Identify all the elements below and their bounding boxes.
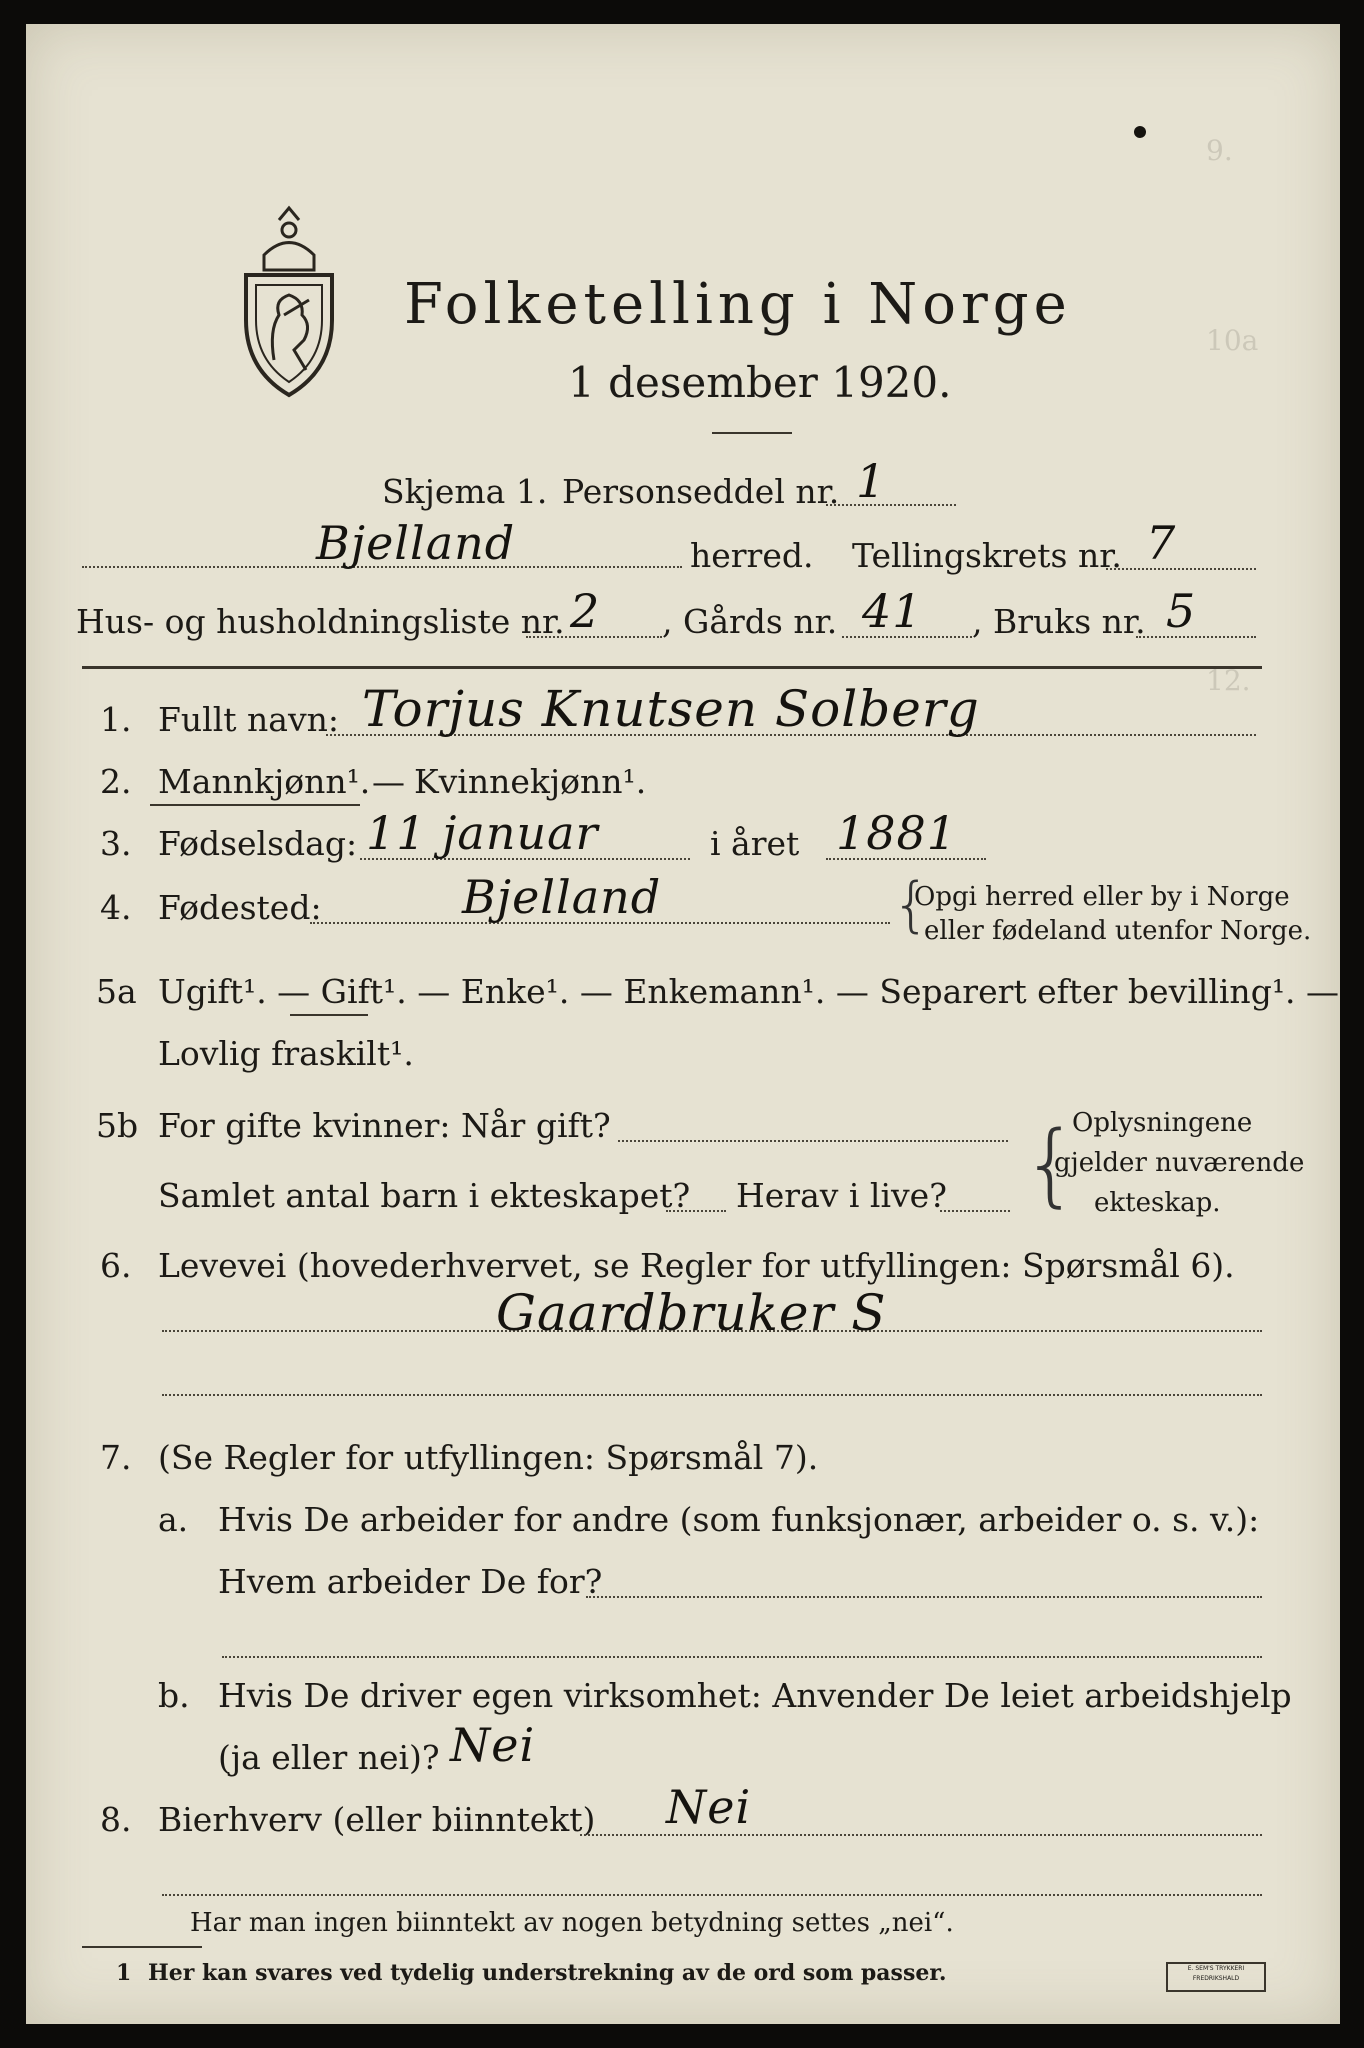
q4-number: 4.	[100, 888, 132, 927]
skjema-label: Skjema 1.	[382, 472, 548, 511]
q5b-line1: For gifte kvinner: Når gift?	[158, 1106, 611, 1145]
gards-value: 41	[862, 584, 923, 638]
q2-separator: —	[372, 762, 405, 801]
q2-female-option: Kvinnekjønn¹.	[414, 762, 647, 801]
herred-value: Bjelland	[316, 516, 516, 570]
q1-label: Fullt navn:	[158, 700, 339, 739]
q2-male-underline	[150, 804, 360, 806]
q7a-number: a.	[158, 1500, 189, 1539]
q3-number: 3.	[100, 824, 132, 863]
footnote-number: 1	[116, 1960, 132, 1986]
q5b-alive-field-line	[940, 1210, 1010, 1212]
printer-stamp: E. SEM'S TRYKKERI FREDRIKSHALD	[1166, 1962, 1266, 1992]
census-date: 1 desember 1920.	[568, 358, 952, 407]
q2-male-option: Mannkjønn¹.	[158, 762, 371, 801]
q3-year-label: i året	[710, 824, 800, 863]
bleed-through-text: 12.	[1206, 664, 1251, 697]
q7b-number: b.	[158, 1676, 190, 1715]
herred-label: herred.	[690, 536, 814, 575]
q5b-when-field-line	[618, 1140, 1008, 1142]
q5b-note-line3: ekteskap.	[1094, 1188, 1221, 1218]
q5b-alive-label: Herav i live?	[736, 1176, 947, 1215]
footer-note: Har man ingen biinntekt av nogen betydning settes „nei“.	[190, 1908, 954, 1938]
bleed-through-text: 9.	[1206, 134, 1233, 167]
q4-note-brace: {	[892, 870, 931, 940]
q8-field-line-2	[162, 1894, 1262, 1896]
q3-label: Fødselsdag:	[158, 824, 358, 863]
q5b-note-line2: gjelder nuværende	[1054, 1148, 1305, 1178]
bleed-through-text: 10a	[1206, 324, 1259, 357]
q6-value: Gaardbruker S	[496, 1284, 887, 1342]
footnote-divider	[82, 1946, 202, 1948]
q1-value: Torjus Knutsen Solberg	[362, 680, 980, 738]
q5b-note-line1: Oplysningene	[1072, 1108, 1253, 1138]
q5b-note-brace: {	[1022, 1112, 1080, 1217]
tellingskrets-value: 7	[1146, 516, 1177, 570]
q7b-value: Nei	[450, 1718, 536, 1772]
census-form-sheet	[26, 24, 1340, 2024]
ink-blot	[1134, 126, 1146, 138]
q4-note-line1: Opgi herred eller by i Norge	[914, 882, 1290, 912]
q5a-options: Ugift¹. — Gift¹. — Enke¹. — Enkemann¹. — Separert efter bevilling¹. —	[158, 972, 1340, 1011]
husliste-value: 2	[570, 584, 601, 638]
q6-label: Levevei (hovederhvervet, se Regler for utfyllingen: Spørsmål 6).	[158, 1246, 1235, 1285]
form-title: Folketelling i Norge	[404, 272, 1072, 337]
q7-label: (Se Regler for utfyllingen: Spørsmål 7).	[158, 1438, 819, 1477]
husliste-label: Hus- og husholdningsliste nr.	[76, 602, 565, 641]
q5a-gift-underline	[290, 1014, 368, 1016]
personseddel-label: Personseddel nr.	[562, 472, 840, 511]
q8-number: 8.	[100, 1800, 132, 1839]
q5b-children-field-line	[666, 1210, 726, 1212]
q7b-line2: (ja eller nei)?	[218, 1738, 440, 1777]
personseddel-field-line	[826, 504, 956, 506]
tellingskrets-label: Tellingskrets nr.	[852, 536, 1122, 575]
q8-value: Nei	[666, 1780, 752, 1834]
bruks-label: , Bruks nr.	[972, 602, 1146, 641]
q6-number: 6.	[100, 1246, 132, 1285]
q4-value: Bjelland	[462, 870, 662, 924]
q1-number: 1.	[100, 700, 132, 739]
q8-field-line	[580, 1834, 1262, 1836]
q5b-children-label: Samlet antal barn i ekteskapet?	[158, 1176, 691, 1215]
header-divider	[82, 666, 1262, 669]
q7a-field-line	[586, 1596, 1262, 1598]
q7b-line1: Hvis De driver egen virksomhet: Anvender De leiet arbeidshjelp	[218, 1676, 1292, 1715]
q3-value: 11 januar	[366, 806, 599, 860]
q7a-field-line-2	[222, 1656, 1262, 1658]
q3-year-value: 1881	[836, 806, 958, 860]
personseddel-value: 1	[856, 454, 887, 508]
q4-label: Fødested:	[158, 888, 322, 927]
footnote-text: Her kan svares ved tydelig understrekning av de ord som passer.	[148, 1960, 947, 1986]
bruks-value: 5	[1166, 584, 1197, 638]
title-divider	[712, 432, 792, 434]
q2-number: 2.	[100, 762, 132, 801]
q4-note-line2: eller fødeland utenfor Norge.	[924, 916, 1312, 946]
q7-number: 7.	[100, 1438, 132, 1477]
coat-of-arms-icon	[234, 200, 344, 400]
q5a-line2: Lovlig fraskilt¹.	[158, 1034, 414, 1073]
q7a-line1: Hvis De arbeider for andre (som funksjonær, arbeider o. s. v.):	[218, 1500, 1260, 1539]
q7a-line2: Hvem arbeider De for?	[218, 1562, 603, 1601]
gards-label: , Gårds nr.	[662, 602, 838, 641]
q5b-number: 5b	[96, 1106, 139, 1145]
tellingskrets-field-line	[1106, 568, 1256, 570]
q5a-number: 5a	[96, 972, 137, 1011]
q6-field-line-2	[162, 1394, 1262, 1396]
q8-label: Bierhverv (eller biinntekt)	[158, 1800, 596, 1839]
